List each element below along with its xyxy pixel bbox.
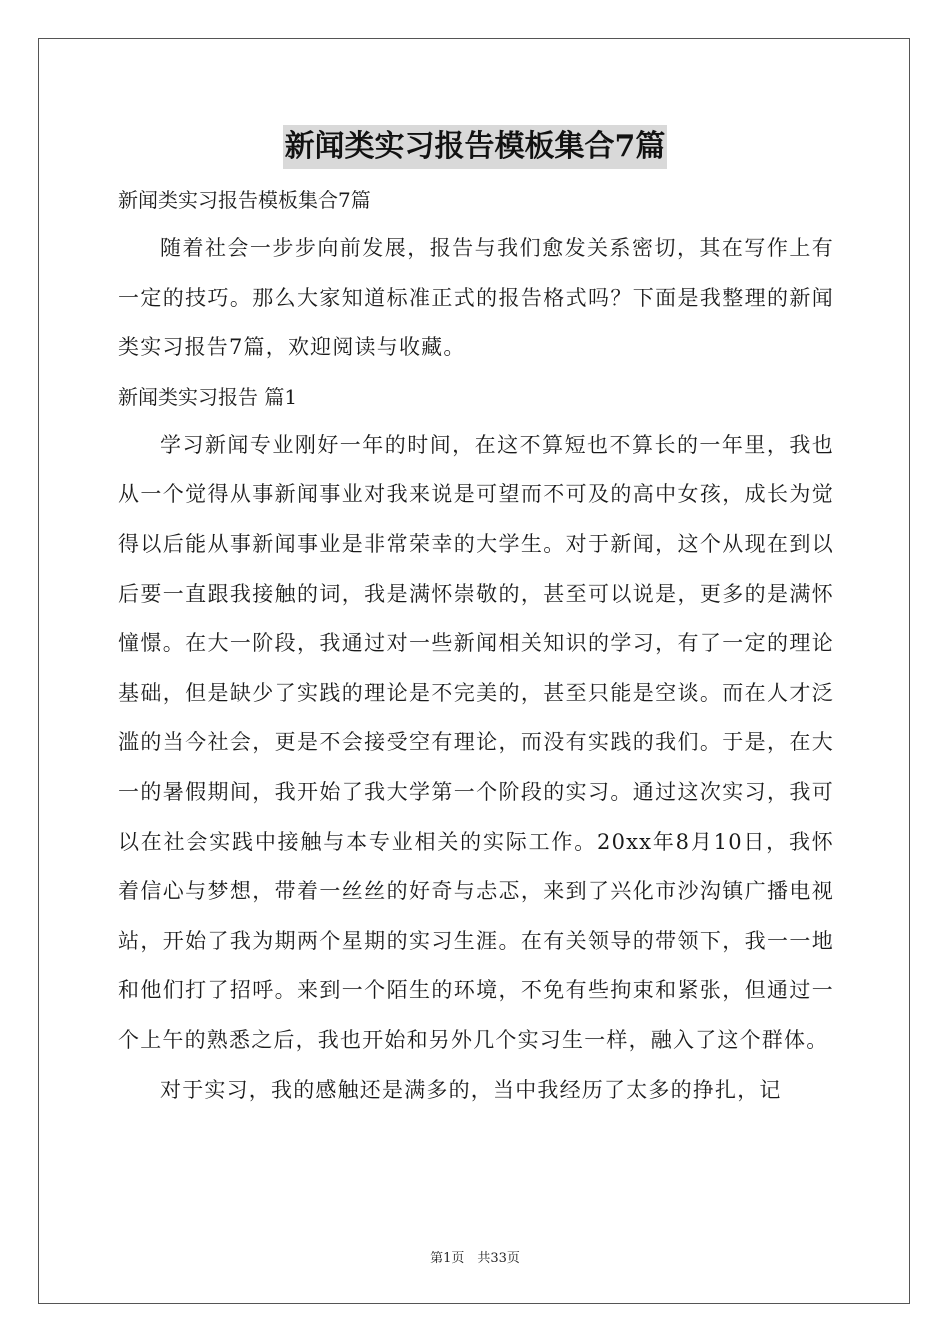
title-container [0, 125, 950, 169]
page-footer: 第1页 共33页 [430, 1251, 520, 1266]
intro-paragraph: 随着社会一步步向前发展，报告与我们愈发关系密切，其在写作上有一定的技巧。那么大家知道标准正式的报告格式吗？下面是我整理的新闻类实习报告7篇，欢迎阅读与收藏。 [118, 236, 834, 360]
body-paragraph-2: 对于实习，我的感触还是满多的，当中我经历了太多的挣扎，记 [160, 1077, 782, 1102]
document-subtitle: 新闻类实习报告模板集合7篇 [118, 188, 371, 212]
document-body [118, 176, 834, 1115]
body-paragraph-1: 学习新闻专业刚好一年的时间，在这不算短也不算长的一年里，我也从一个觉得从事新闻事业对我来说是可望而不可及的高中女孩，成长为觉得以后能从事新闻事业是非常荣幸的大学生。对于新闻，这个从现在到以后要一直跟我接触的词，我是满怀崇敬的，甚至可以说是，更多的是满怀憧憬。在大一阶段，我通过对一些新闻相关知识的学习，有了一定的理论基础，但是缺少了实践的理论是不完美的，甚至只能是空谈。而在人才泛滥的当今社会，更是不会接受空有理论，而没有实践的我们。于是，在大一的暑假期间，我开始了我大学第一个阶段的实习。通过这次实习，我可以在社会实践中接触与本专业相关的实际工作。20xx年8月10日，我怀着信心与梦想，带着一丝丝的好奇与忐忑，来到了兴化市沙沟镇广播电视站，开始了我为期两个星期的实习生涯。在有关领导的带领下，我一一地和他们打了招呼。来到一个陌生的环境，不免有些拘束和紧张，但通过一个上午的熟悉之后，我也开始和另外几个实习生一样，融入了这个群体。 [118, 432, 834, 1052]
document-title: 新闻类实习报告模板集合7篇 [283, 125, 668, 169]
section-heading: 新闻类实习报告 篇1 [118, 384, 298, 409]
